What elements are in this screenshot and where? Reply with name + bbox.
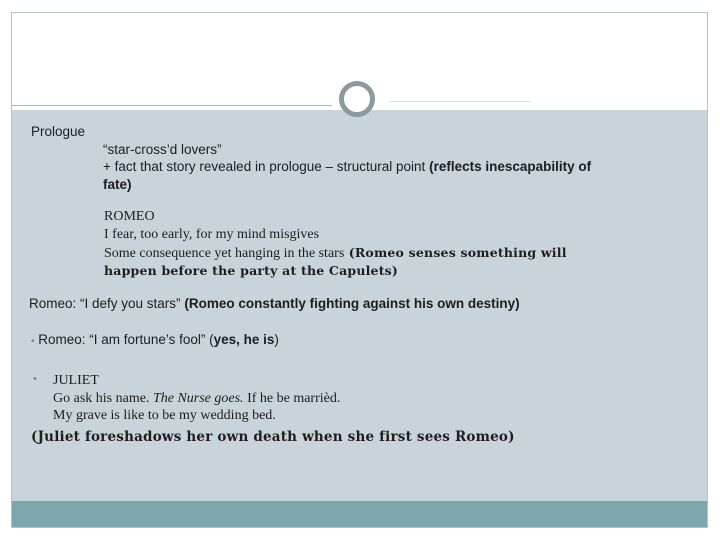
prologue-note-bold: (reflects inescapability of <box>429 159 592 174</box>
prologue-note-cont <box>103 177 132 192</box>
bullet-fool-text: Romeo: “I am fortune’s fool” ( <box>38 332 214 347</box>
juliet-line-1 <box>53 391 340 407</box>
romeo-comment-1: (Romeo senses something will <box>348 245 567 260</box>
romeo-line-2-row <box>104 244 567 262</box>
romeo-comment-2: happen before the party at the Capulets) <box>104 263 399 278</box>
prologue-note-bold-2: fate) <box>103 177 132 192</box>
footer-bar <box>12 501 707 527</box>
juliet-stage-direction: The Nurse goes. <box>152 391 244 406</box>
romeo-line-2: Some consequence yet hanging in the stars <box>104 246 345 261</box>
juliet-comment: (Juliet foreshadows her own death when she first sees Romeo) <box>31 429 515 445</box>
juliet-bullet-marker: • <box>33 373 37 385</box>
bullet-defy <box>29 296 520 311</box>
prologue-quote: “star-cross’d lovers” <box>103 142 222 157</box>
circle-ornament-icon <box>339 81 375 117</box>
prologue-heading: Prologue <box>31 124 86 139</box>
bullet-fool-marker: • <box>31 336 35 347</box>
juliet-line-1-a: Go ask his name. <box>53 391 150 406</box>
romeo-speaker: ROMEO <box>104 209 155 224</box>
bullet-defy-comment: (Romeo constantly fighting against his own destiny) <box>184 296 520 311</box>
juliet-line-1-b: If he be marrièd. <box>247 391 341 406</box>
juliet-line-2: My grave is like to be my wedding bed. <box>53 408 276 423</box>
prologue-note <box>103 159 591 174</box>
bullet-fool <box>31 332 279 347</box>
juliet-speaker: JULIET <box>53 373 99 388</box>
header-divider-left <box>12 105 332 106</box>
romeo-line-1: I fear, too early, for my mind misgives <box>104 227 320 242</box>
header-divider-right <box>390 101 530 102</box>
bullet-fool-bold: yes, he is <box>213 332 275 347</box>
bullet-defy-text: Romeo: “I defy you stars” <box>29 296 181 311</box>
bullet-fool-after: ) <box>274 332 279 347</box>
prologue-note-plain: + fact that story revealed in prologue – structural point <box>103 159 426 174</box>
